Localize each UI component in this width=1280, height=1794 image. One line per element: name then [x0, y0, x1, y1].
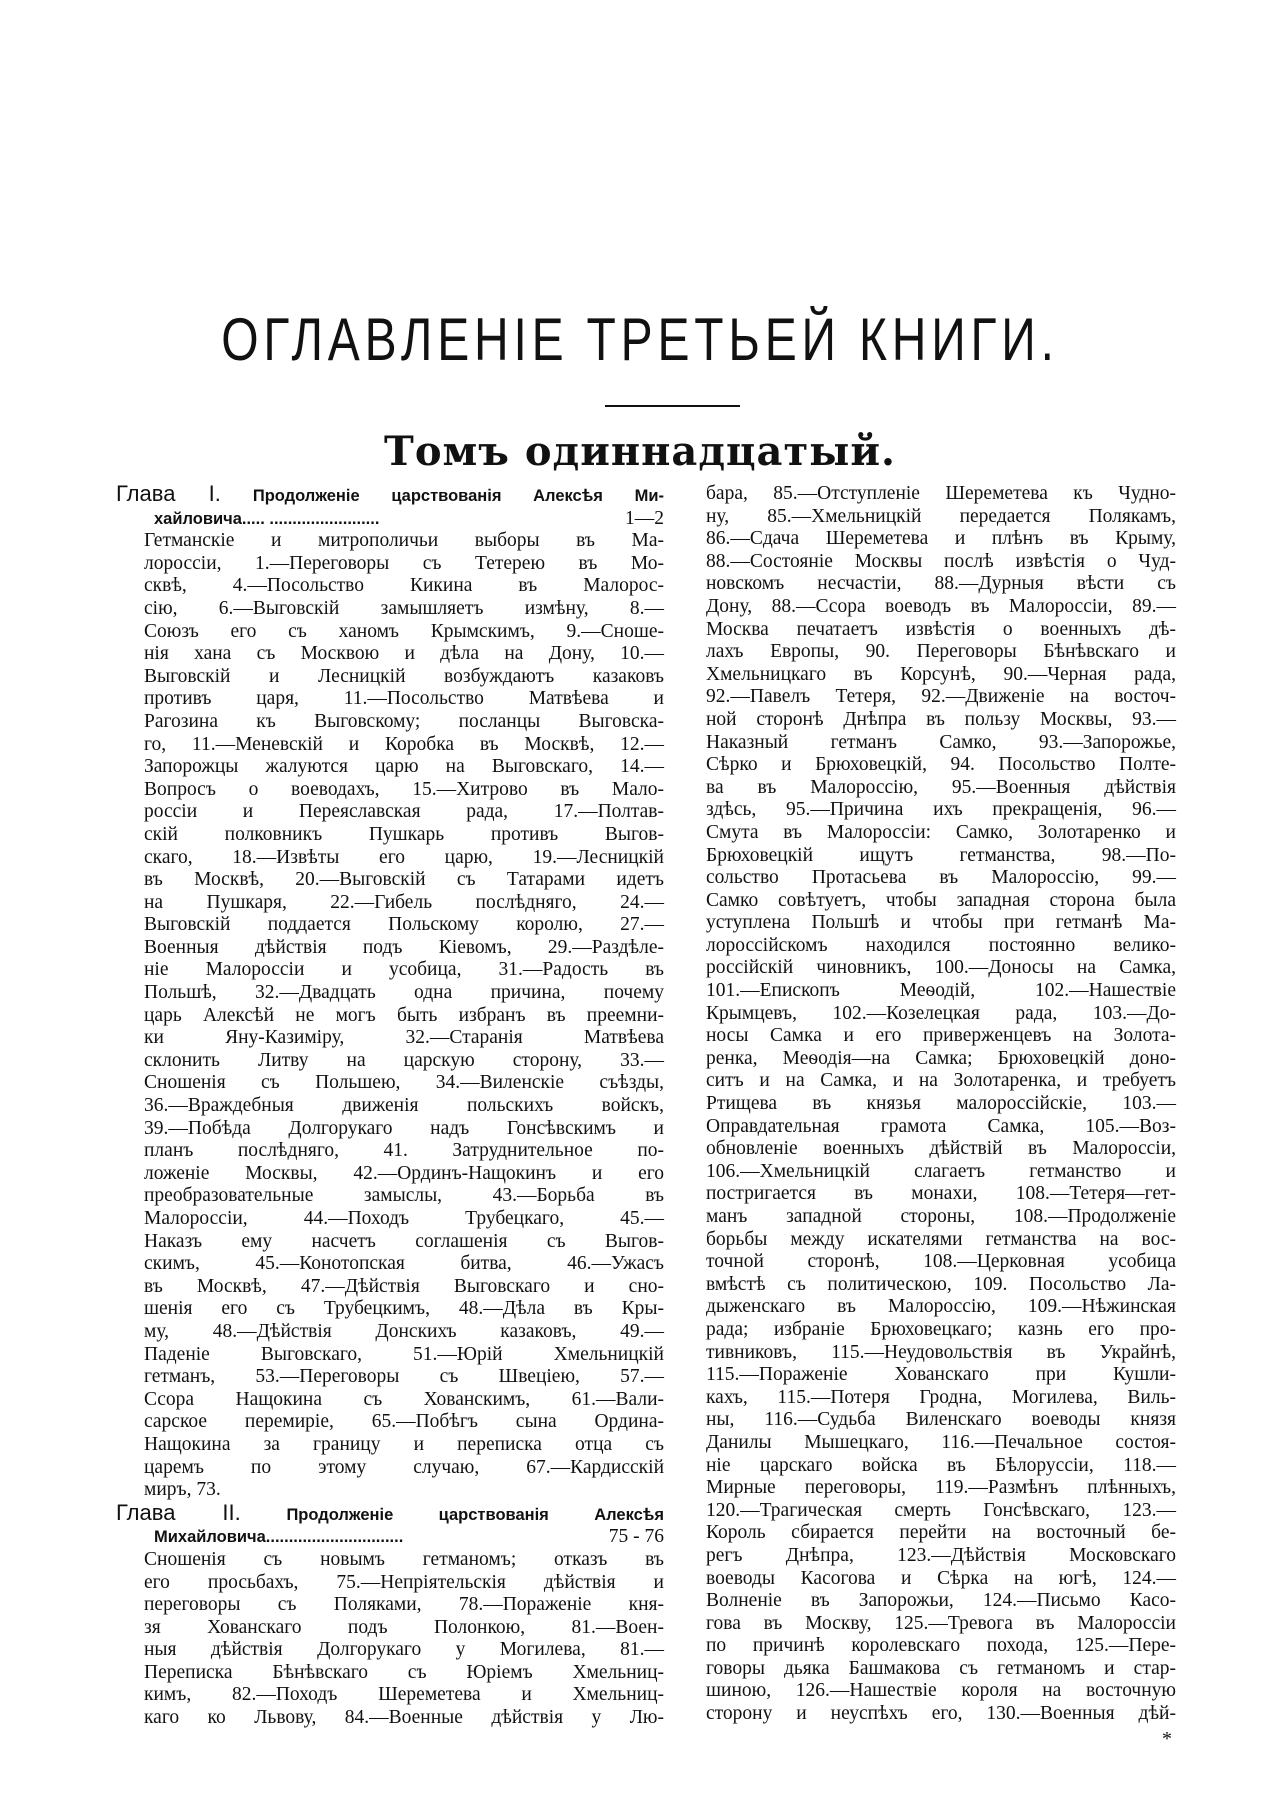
text-line: сію, 6.—Выговскій замышляетъ измѣну, 8.— — [144, 597, 664, 619]
text-line: ки Яну-Казиміру, 32.—Старанія Матвѣева — [144, 1027, 664, 1049]
text-line: Данилы Мышецкаго, 116.—Печальное состоя- — [706, 1431, 1176, 1453]
volume-subtitle: Томъ одиннадцатый. — [384, 428, 896, 475]
text-line: ніе Малороссіи и усобица, 31.—Радость въ — [144, 959, 664, 981]
text-line: 92.—Павелъ Тетеря, 92.—Движеніе на восточ- — [706, 686, 1176, 708]
text-line: Паденіе Выговскаго, 51.—Юрій Хмельницкій — [144, 1343, 664, 1365]
text-line: сторону и неуспѣхъ его, 130.—Военныя дѣй- — [706, 1703, 1176, 1725]
text-line: тивниковъ, 115.—Неудовольствія въ Украйнѣ, — [706, 1341, 1176, 1363]
text-line: Выговскій поддается Польскому королю, 27.— — [144, 914, 664, 936]
chapter-heading — [116, 483, 664, 508]
text-line: лахъ Европы, 90. Переговоры Бѣнѣвскаго и — [706, 641, 1176, 663]
chapter-pages: 75 - 76 — [608, 1526, 664, 1548]
text-line: уступлена Польшѣ и чтобы при гетманѣ Ма- — [706, 912, 1176, 934]
text-line: скій полковникъ Пушкарь противъ Выгов- — [144, 823, 664, 845]
text-line: Брюховецкій ищутъ гетманства, 98.—По- — [706, 844, 1176, 866]
text-line: Сѣрко и Брюховецкій, 94. Посольство Полте- — [706, 754, 1176, 776]
chapter-title-end: Михайловича.............................. — [154, 1528, 404, 1547]
text-line: говоры дьяка Башмакова съ гетманомъ и стар- — [706, 1657, 1176, 1679]
text-line: рада; избраніе Брюховецкаго; казнь его про- — [706, 1318, 1176, 1340]
text-line: здѣсь, 95.—Причина ихъ прекращенія, 96.— — [706, 799, 1176, 821]
text-line: нія хана съ Москвою и дѣла на Дону, 10.— — [144, 643, 664, 665]
text-line: постригается въ монахи, 108.—Тетеря—гет- — [706, 1183, 1176, 1205]
text-line: его просьбахъ, 75.—Непріятельскія дѣйствія и — [144, 1571, 664, 1593]
text-line: Польшѣ, 32.—Двадцать одна причина, почему — [144, 982, 664, 1004]
text-line: въ Москвѣ, 47.—Дѣйствія Выговскаго и сно- — [144, 1275, 664, 1297]
text-line: Ссора Нащокина съ Хованскимъ, 61.—Вали- — [144, 1388, 664, 1410]
text-line: Хмельницкаго въ Корсунѣ, 90.—Черная рада, — [706, 663, 1176, 685]
text-line: Выговскій и Лесницкій возбуждаютъ казаковъ — [144, 665, 664, 687]
page-title: ОГЛАВЛЕНІЕ ТРЕТЬЕЙ КНИГИ. — [221, 306, 1059, 373]
text-line: Вопросъ о воеводахъ, 15.—Хитрово въ Мало- — [144, 778, 664, 800]
text-line: преобразовательные замыслы, 43.—Борьба въ — [144, 1185, 664, 1207]
right-column — [706, 483, 1176, 1726]
text-line: носы Самка и его приверженцевъ на Золота- — [706, 1025, 1176, 1047]
text-line: Наказный гетманъ Самко, 93.—Запорожье, — [706, 731, 1176, 753]
chapter-pages: 1—2 — [625, 507, 664, 529]
text-line: въ Москвѣ, 20.—Выговскій съ Татарами идетъ — [144, 869, 664, 891]
text-line: по причинѣ королевскаго похода, 125.—Пере- — [706, 1635, 1176, 1657]
text-line: Наказъ ему насчетъ соглашенія съ Выгов- — [144, 1230, 664, 1252]
text-line: лороссійскомъ находился постоянно велико- — [706, 934, 1176, 956]
text-line: 86.—Сдача Шереметева и плѣнъ въ Крыму, — [706, 528, 1176, 550]
text-line: борьбы между искателями гетманства на вос- — [706, 1228, 1176, 1250]
signature-mark: * — [1162, 1728, 1172, 1750]
text-line: бара, 85.—Отступленіе Шереметева къ Чудно- — [706, 483, 1176, 504]
text-line: ну, 85.—Хмельницкій передается Полякамъ, — [706, 505, 1176, 527]
text-line: шенія его съ Трубецкимъ, 48.—Дѣла въ Кры- — [144, 1298, 664, 1320]
text-line: Смута въ Малороссіи: Самко, Золотаренко и — [706, 821, 1176, 843]
text-line: дыженскаго въ Малороссію, 109.—Нѣжинская — [706, 1296, 1176, 1318]
text-line: 115.—Пораженіе Хованскаго при Кушли- — [706, 1364, 1176, 1386]
text-line: Рагозина къ Выговскому; посланцы Выговска- — [144, 710, 664, 732]
text-line: ной сторонѣ Днѣпра въ пользу Москвы, 93.— — [706, 708, 1176, 730]
text-line: россіи и Переяславская рада, 17.—Полтав- — [144, 801, 664, 823]
text-line: гетманъ, 53.—Переговоры съ Швеціею, 57.— — [144, 1366, 664, 1388]
text-line: сарское перемиріе, 65.—Побѣгъ сына Ордина- — [144, 1411, 664, 1433]
chapter-title-continuation — [116, 1526, 664, 1549]
text-line: планъ послѣдняго, 41. Затруднительное по- — [144, 1140, 664, 1162]
text-line: манъ западной стороны, 108.—Продолженіе — [706, 1206, 1176, 1227]
chapter-title: Продолженіе царствованія Алексѣя — [286, 1505, 665, 1524]
text-line: Король сбирается перейти на восточный бе- — [706, 1522, 1176, 1544]
text-line: Сношенія съ новымъ гетманомъ; отказъ въ — [144, 1548, 664, 1570]
text-line: Оправдательная грамота Самка, 105.—Воз- — [706, 1115, 1176, 1137]
text-line: на Пушкаря, 22.—Гибель послѣдняго, 24.— — [144, 891, 664, 913]
chapter-label: Глава II. — [116, 1499, 241, 1525]
text-line: зя Хованскаго подъ Полонкою, 81.—Воен- — [144, 1616, 664, 1638]
chapter-label: Глава I. — [116, 481, 221, 506]
text-line: 101.—Епископъ Меѳодій, 102.—Нашествіе — [706, 980, 1176, 1002]
text-line: кимъ, 82.—Походъ Шереметева и Хмельниц- — [144, 1684, 664, 1706]
text-line: каго ко Львову, 84.—Военные дѣйствія у Лю- — [144, 1707, 664, 1729]
text-line: вмѣстѣ съ политическою, 109. Посольство Ла- — [706, 1273, 1176, 1295]
text-line: ложеніе Москвы, 42.—Ординъ-Нащокинъ и его — [144, 1162, 664, 1184]
chapter-title-continuation — [116, 508, 664, 531]
text-line: скимъ, 45.—Конотопская битва, 46.—Ужасъ — [144, 1253, 664, 1275]
text-line: Крымцевъ, 102.—Козелецкая рада, 103.—До- — [706, 1002, 1176, 1024]
text-line: Союзъ его съ ханомъ Крымскимъ, 9.—Сноше- — [144, 620, 664, 642]
chapter-title: Продолженіе царствованія Алексѣя Ми- — [252, 487, 664, 505]
text-line: точной сторонѣ, 108.—Церковная усобица — [706, 1251, 1176, 1273]
text-line: Сношенія съ Польшею, 34.—Виленскіе съѣзды, — [144, 1072, 664, 1094]
chapter-title-end: хайловича..... ........................ — [154, 509, 380, 528]
text-line: Переписка Бѣнѣвскаго съ Юріемъ Хмельниц- — [144, 1661, 664, 1683]
text-line: Волненіе въ Запорожьи, 124.—Письмо Касо- — [706, 1590, 1176, 1612]
text-line: 88.—Состояніе Москвы послѣ извѣстія о Чуд- — [706, 550, 1176, 572]
chapter-heading — [116, 1499, 665, 1527]
text-line: 106.—Хмельницкій слагаетъ гетманство и — [706, 1160, 1176, 1182]
text-line: 36.—Враждебныя движенія польскихъ войскъ, — [144, 1095, 664, 1117]
text-line: му, 48.—Дѣйствія Донскихъ казаковъ, 49.— — [144, 1320, 664, 1342]
text-line: переговоры съ Поляками, 78.—Пораженіе кня- — [144, 1594, 664, 1616]
text-line: регъ Днѣпра, 123.—Дѣйствія Московскаго — [706, 1544, 1176, 1566]
text-line: воеводы Касогова и Сѣрка на югѣ, 124.— — [706, 1567, 1176, 1589]
text-line: ва въ Малороссію, 95.—Военныя дѣйствія — [706, 776, 1176, 798]
text-line: россійскій чиновникъ, 100.—Доносы на Самка, — [706, 957, 1176, 979]
text-line: обновленіе военныхъ дѣйствій въ Малороссіи, — [706, 1138, 1176, 1160]
text-line: 39.—Побѣда Долгорукаго надъ Гонсѣвскимъ и — [144, 1117, 664, 1139]
text-line: скаго, 18.—Извѣты его царю, 19.—Лесницкій — [144, 846, 664, 868]
text-line: Малороссіи, 44.—Походъ Трубецкаго, 45.— — [144, 1208, 664, 1229]
title-divider — [605, 405, 740, 407]
text-line: гова въ Москву, 125.—Тревога въ Малороссіи — [706, 1612, 1176, 1634]
text-line: Мирные переговоры, 119.—Размѣнъ плѣнныхъ, — [706, 1477, 1176, 1499]
text-line: го, 11.—Меневскій и Коробка въ Москвѣ, 12.— — [144, 733, 664, 755]
left-column — [116, 483, 664, 1730]
text-line: противъ царя, 11.—Посольство Матвѣева и — [144, 688, 664, 710]
text-line: миръ, 73. — [144, 1479, 221, 1501]
text-line: Дону, 88.—Ссора воеводъ въ Малороссіи, 89.— — [706, 595, 1176, 617]
text-line: Запорожцы жалуются царю на Выговскаго, 14.— — [144, 756, 664, 778]
text-line: сольство Протасьева въ Малороссію, 99.— — [706, 867, 1176, 889]
text-line: ны, 116.—Судьба Виленскаго воеводы князя — [706, 1409, 1176, 1431]
text-line: шиною, 126.—Нашествіе короля на восточную — [706, 1680, 1176, 1702]
text-line: лороссіи, 1.—Переговоры съ Тетерею въ Мо- — [144, 552, 664, 574]
text-line: царемъ по этому случаю, 67.—Кардисскій — [144, 1456, 664, 1478]
text-line: 120.—Трагическая смерть Гонсѣвскаго, 123.— — [706, 1499, 1176, 1521]
text-line: Гетманскіе и митрополичьи выборы въ Ма- — [144, 530, 664, 552]
text-line: Москва печатаетъ извѣстія о военныхъ дѣ- — [706, 618, 1176, 640]
text-line: сквѣ, 4.—Посольство Кикина въ Малорос- — [144, 575, 664, 597]
text-line: кахъ, 115.—Потеря Гродна, Могилева, Виль- — [706, 1386, 1176, 1408]
text-line: Ртищева въ князья малороссійскіе, 103.— — [706, 1093, 1176, 1115]
text-line: ніе царскаго войска въ Бѣлоруссіи, 118.— — [706, 1454, 1176, 1476]
text-line: ситъ и на Самка, и на Золотаренка, и требуетъ — [706, 1070, 1176, 1092]
text-line: Военныя дѣйствія подъ Кіевомъ, 29.—Раздѣле- — [144, 936, 664, 958]
text-line: Самко совѣтуетъ, чтобы западная сторона была — [706, 889, 1176, 911]
text-line: склонить Литву на царскую сторону, 33.— — [144, 1049, 664, 1071]
text-line: новскомъ несчастіи, 88.—Дурныя вѣсти съ — [706, 573, 1176, 595]
text-line: Нащокина за границу и переписка отца съ — [144, 1433, 664, 1455]
text-line: ныя дѣйствія Долгорукаго у Могилева, 81.— — [144, 1639, 664, 1661]
text-line: царь Алексѣй не могъ быть избранъ въ преемни- — [144, 1004, 664, 1026]
text-line: ренка, Меѳодія—на Самка; Брюховецкій доно- — [706, 1047, 1176, 1069]
